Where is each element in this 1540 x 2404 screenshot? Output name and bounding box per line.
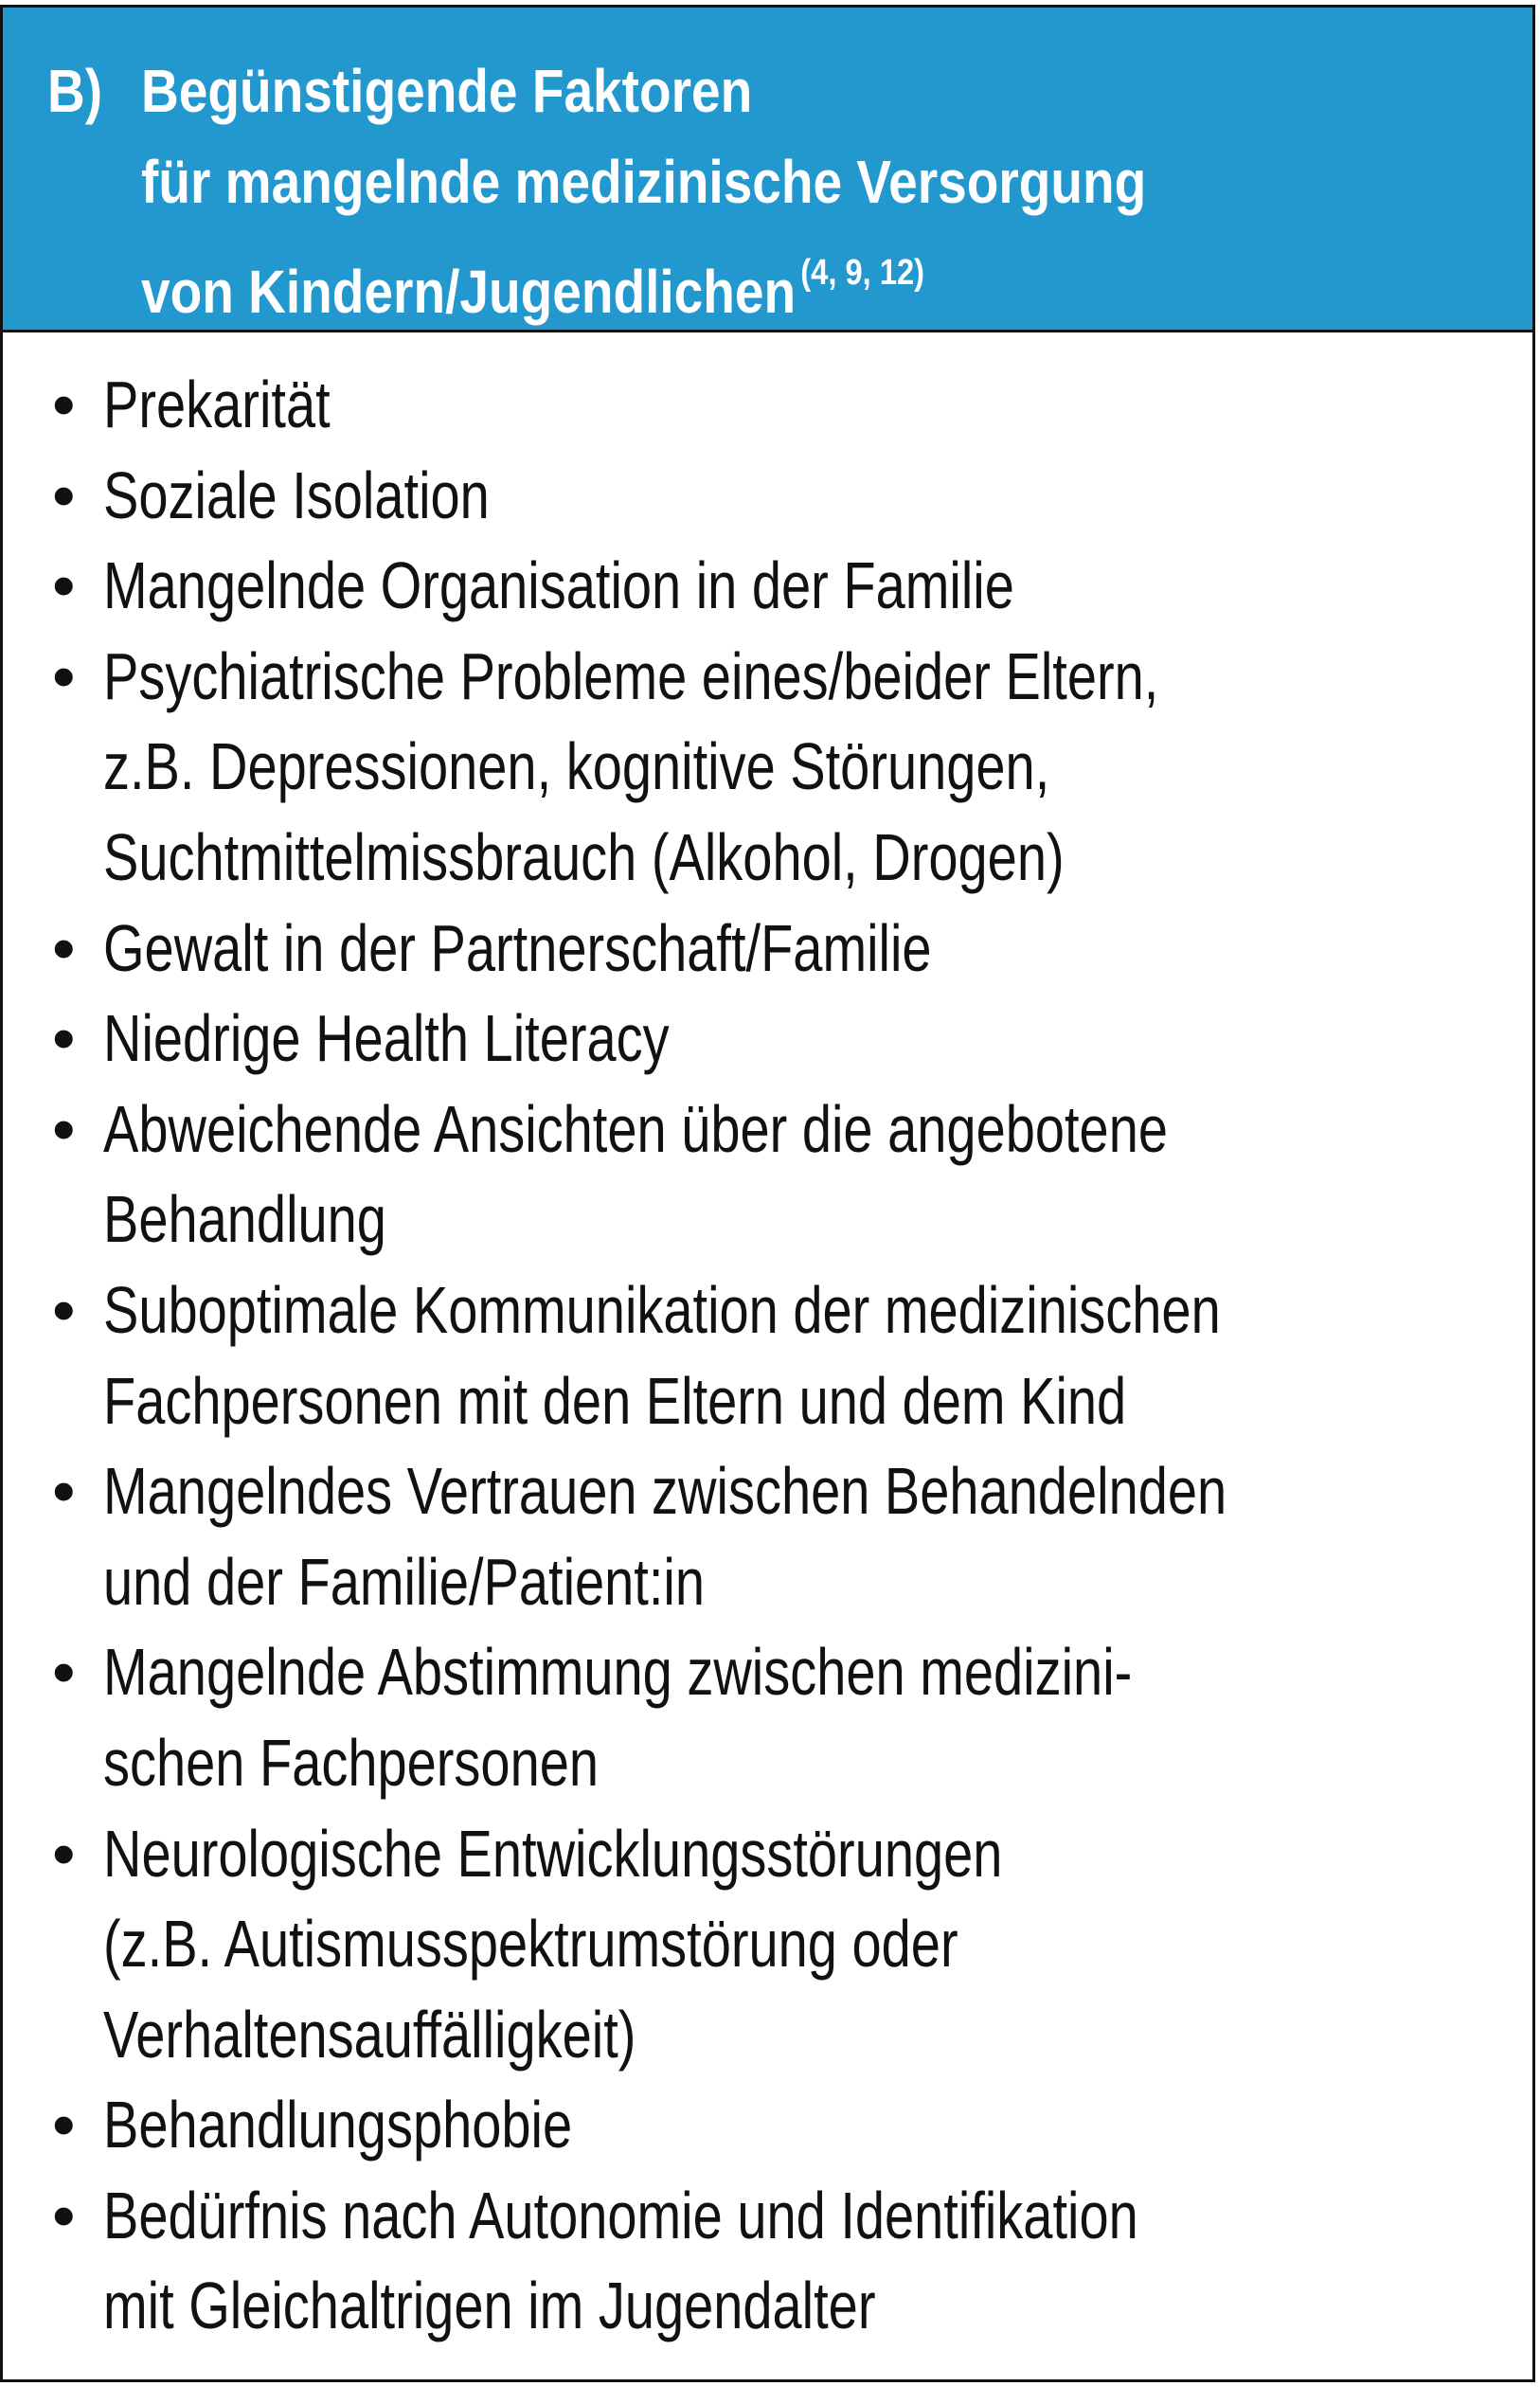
list-item-text: Neurologische Entwicklungsstörungen — [103, 1816, 1003, 1891]
info-box — [0, 5, 1535, 2382]
list-item-text: Psychiatrische Probleme eines/beider Eltern, — [103, 638, 1159, 713]
factor-list — [3, 360, 1532, 2352]
list-item-text: und der Familie/Patient:in — [103, 1544, 706, 1619]
list-item-text: Fachpersonen mit den Eltern und dem Kind — [103, 1363, 1127, 1438]
list-item-text: Behandlung — [103, 1182, 386, 1257]
list-item-text: Suboptimale Kommunikation der medizinischen — [103, 1272, 1221, 1347]
list-item-text: Soziale Isolation — [103, 457, 490, 532]
list-item-text: Abweichende Ansichten über die angebotene — [103, 1091, 1168, 1166]
bullet-icon: • — [52, 457, 76, 532]
list-item-text: Behandlungsphobie — [103, 2088, 573, 2162]
list-item-text: (z.B. Autismusspektrumstörung oder — [103, 1907, 958, 1982]
bullet-icon: • — [52, 1635, 76, 1710]
bullet-icon: • — [52, 368, 76, 441]
title-line-text: von Kindern/Jugendlichen — [141, 258, 797, 326]
reference-superscript: (4, 9, 12) — [800, 253, 925, 293]
bullet-icon: • — [52, 548, 76, 623]
bullet-icon: • — [52, 1454, 76, 1529]
list-item-text: Niedrige Health Literacy — [103, 1001, 670, 1076]
bullet-icon: • — [52, 910, 76, 985]
list-item-text: Bedürfnis nach Autonomie und Identifikation — [103, 2178, 1138, 2252]
list-item — [3, 2171, 1532, 2352]
title-line: für mangelnde medizinische Versorgung — [141, 148, 1147, 216]
bullet-icon: • — [52, 1816, 76, 1891]
list-item — [3, 1627, 1532, 1808]
bullet-icon: • — [52, 2088, 76, 2162]
list-item — [3, 1446, 1532, 1627]
list-item-text: Gewalt in der Partnerschaft/Familie — [103, 910, 932, 985]
list-item — [3, 360, 1532, 451]
bullet-icon: • — [52, 638, 76, 713]
list-item-text: Suchtmittelmissbrauch (Alkohol, Drogen) — [103, 819, 1065, 894]
list-item-text: Prekarität — [103, 368, 331, 441]
list-item — [3, 541, 1532, 632]
list-item — [3, 1809, 1532, 2081]
list-item — [3, 994, 1532, 1085]
title-line: Begünstigende Faktoren — [141, 57, 753, 125]
list-item-text: mit Gleichaltrigen im Jugendalter — [103, 2269, 876, 2343]
list-item — [3, 2080, 1532, 2171]
list-item — [3, 904, 1532, 995]
bullet-icon: • — [52, 1272, 76, 1347]
list-item-text: z.B. Depressionen, kognitive Störungen, — [103, 729, 1050, 804]
list-item-text: schen Fachpersonen — [103, 1725, 600, 1800]
box-title — [141, 45, 1495, 337]
list-item — [3, 632, 1532, 904]
list-item-text: Mangelnde Abstimmung zwischen medizini- — [103, 1635, 1133, 1710]
box-header — [3, 8, 1532, 332]
list-item — [3, 1265, 1532, 1446]
list-item-text: Mangelnde Organisation in der Familie — [103, 548, 1014, 623]
list-item — [3, 451, 1532, 542]
list-item-text: Mangelndes Vertrauen zwischen Behandelnden — [103, 1454, 1227, 1529]
title-line — [141, 227, 1306, 337]
list-item — [3, 1085, 1532, 1265]
bullet-icon: • — [52, 2178, 76, 2252]
section-letter: B) — [47, 57, 103, 125]
list-item-text: Verhaltensauffälligkeit) — [103, 1997, 636, 2072]
bullet-icon: • — [52, 1001, 76, 1076]
bullet-icon: • — [52, 1091, 76, 1166]
